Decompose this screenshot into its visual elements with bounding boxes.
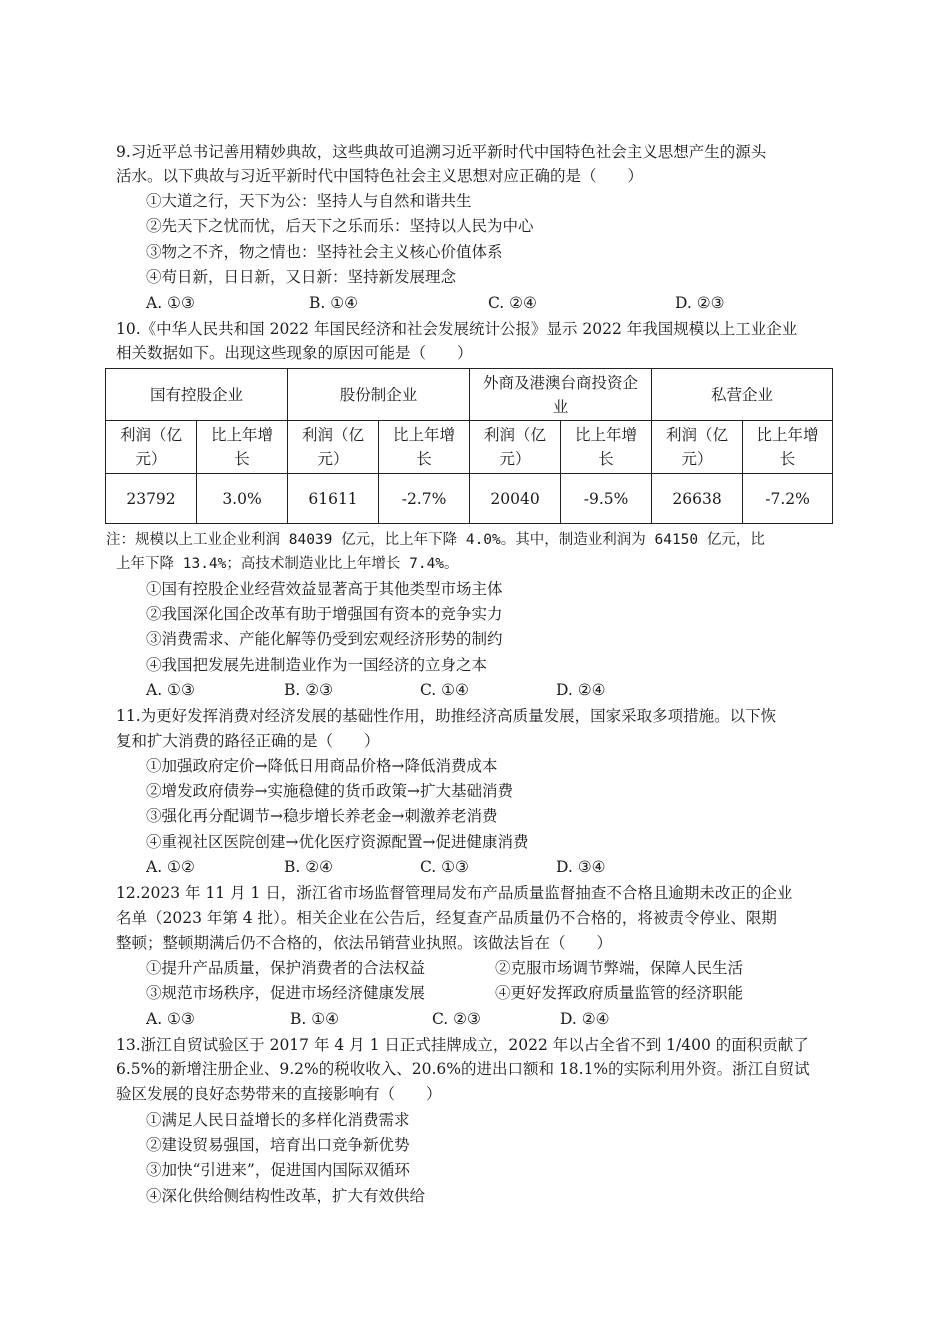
table-subheader-profit: 利润（亿元）: [106, 421, 197, 474]
q13-item-3: ③加快“引进来”，促进国内国际双循环: [146, 1161, 410, 1179]
table-subheader-growth: 比上年增长: [379, 421, 470, 474]
table-header-private: 私营企业: [652, 369, 833, 421]
q9-item-2: ②先天下之忧而忧，后天下之乐而乐：坚持以人民为中心: [146, 217, 534, 235]
q13-stem-line1: 13.浙江自贸试验区于 2017 年 4 月 1 日正式挂牌成立，2022 年以占全省不到 1/400 的面积贡献了: [116, 1036, 809, 1054]
q10-table-note-line2: 上年下降 13.4%；高技术制造业比上年增长 7.4%。: [116, 556, 459, 572]
q10-option-c: C. ①④: [420, 681, 469, 699]
q9-item-3: ③物之不齐，物之情也：坚持社会主义核心价值体系: [146, 243, 503, 261]
table-cell: 23792: [106, 474, 197, 524]
q13-stem-line2: 6.5%的新增注册企业、9.2%的税收收入、20.6%的进出口额和 18.1%的实际利用外资。浙江自贸试: [116, 1060, 810, 1078]
q9-option-b: B. ①④: [309, 294, 359, 312]
table-header-joint-stock: 股份制企业: [288, 369, 470, 421]
q13-item-1: ①满足人民日益增长的多样化消费需求: [146, 1111, 410, 1129]
table-cell: -7.2%: [743, 474, 833, 524]
q11-option-b: B. ②④: [284, 858, 334, 876]
q10-item-2: ②我国深化国企改革有助于增强国有资本的竞争实力: [146, 605, 503, 623]
q11-item-1: ①加强政府定价→降低日用商品价格→降低消费成本: [146, 757, 498, 775]
table-cell: 61611: [288, 474, 379, 524]
q13-stem-line3: 验区发展的良好态势带来的直接影响有（ ）: [116, 1085, 442, 1103]
q9-option-c: C. ②④: [488, 294, 537, 312]
q12-stem-line3: 整顿；整顿期满后仍不合格的，依法吊销营业执照。该做法旨在（ ）: [116, 934, 613, 952]
q12-option-c: C. ②③: [432, 1010, 481, 1028]
table-cell: 26638: [652, 474, 743, 524]
q11-option-d: D. ③④: [556, 858, 606, 876]
q12-item-2: ②克服市场调节弊端，保障人民生活: [495, 959, 744, 977]
table-subheader-growth: 比上年增长: [561, 421, 652, 474]
q9-option-a: A. ①③: [146, 294, 195, 312]
table-cell: 3.0%: [197, 474, 288, 524]
table-cell: 20040: [470, 474, 561, 524]
q12-option-d: D. ②④: [560, 1010, 610, 1028]
q12-stem-line1: 12.2023 年 11 月 1 日，浙江省市场监督管理局发布产品质量监督抽查不合格且逾期未改正的企业: [116, 884, 793, 902]
q10-stem-line1: 10.《中华人民共和国 2022 年国民经济和社会发展统计公报》显示 2022 年我国规模以上工业企业: [116, 320, 798, 338]
table-cell: -2.7%: [379, 474, 470, 524]
q10-item-3: ③消费需求、产能化解等仍受到宏观经济形势的制约: [146, 630, 503, 648]
q9-item-4: ④苟日新，日日新，又日新：坚持新发展理念: [146, 268, 457, 286]
q10-item-1: ①国有控股企业经营效益显著高于其他类型市场主体: [146, 580, 503, 598]
q12-item-3: ③规范市场秩序，促进市场经济健康发展: [146, 984, 426, 1002]
q12-item-1: ①提升产品质量，保护消费者的合法权益: [146, 959, 426, 977]
q13-item-4: ④深化供给侧结构性改革，扩大有效供给: [146, 1187, 426, 1205]
table-subheader-profit: 利润（亿元）: [470, 421, 561, 474]
q12-option-b: B. ①④: [290, 1010, 340, 1028]
q11-option-a: A. ①②: [146, 858, 195, 876]
q11-item-2: ②增发政府债券→实施稳健的货币政策→扩大基础消费: [146, 782, 513, 800]
q9-item-1: ①大道之行，天下为公：坚持人与自然和谐共生: [146, 192, 472, 210]
q11-option-c: C. ①③: [420, 858, 469, 876]
q10-stem-line2: 相关数据如下。出现这些现象的原因可能是（ ）: [116, 344, 473, 362]
q13-item-2: ②建设贸易强国，培育出口竞争新优势: [146, 1136, 410, 1154]
table-subheader-growth: 比上年增长: [743, 421, 833, 474]
q9-stem-line1: 9.习近平总书记善用精妙典故，这些典故可追溯习近平新时代中国特色社会主义思想产生的源头: [116, 143, 767, 161]
q9-option-d: D. ②③: [675, 294, 725, 312]
q10-option-b: B. ②③: [284, 681, 334, 699]
q12-stem-line2: 名单（2023 年第 4 批）。相关企业在公告后，经复查产品质量仍不合格的，将被责令停业、限期: [116, 909, 777, 927]
q10-option-d: D. ②④: [556, 681, 606, 699]
q9-stem-line2: 活水。以下典故与习近平新时代中国特色社会主义思想对应正确的是（ ）: [116, 167, 644, 185]
table-cell: -9.5%: [561, 474, 652, 524]
table-subheader-profit: 利润（亿元）: [652, 421, 743, 474]
q11-stem-line2: 复和扩大消费的路径正确的是（ ）: [116, 732, 380, 750]
table-subheader-growth: 比上年增长: [197, 421, 288, 474]
q11-stem-line1: 11.为更好发挥消费对经济发展的基础性作用，助推经济高质量发展，国家采取多项措施。以下恢: [116, 707, 777, 725]
table-header-foreign-invested: 外商及港澳台商投资企业: [470, 369, 652, 421]
q11-item-4: ④重视社区医院创建→优化医疗资源配置→促进健康消费: [146, 833, 529, 851]
q12-item-4: ④更好发挥政府质量监管的经济职能: [495, 984, 744, 1002]
q12-option-a: A. ①③: [146, 1010, 195, 1028]
q11-item-3: ③强化再分配调节→稳步增长养老金→刺激养老消费: [146, 807, 498, 825]
industry-profit-table: [105, 368, 833, 524]
table-subheader-profit: 利润（亿元）: [288, 421, 379, 474]
q10-table-note-line1: 注：规模以上工业企业利润 84039 亿元，比上年下降 4.0%。其中，制造业利润为 64150 亿元，比: [106, 532, 765, 548]
q10-option-a: A. ①③: [146, 681, 195, 699]
table-header-state-owned: 国有控股企业: [106, 369, 288, 421]
q10-item-4: ④我国把发展先进制造业作为一国经济的立身之本: [146, 656, 488, 674]
